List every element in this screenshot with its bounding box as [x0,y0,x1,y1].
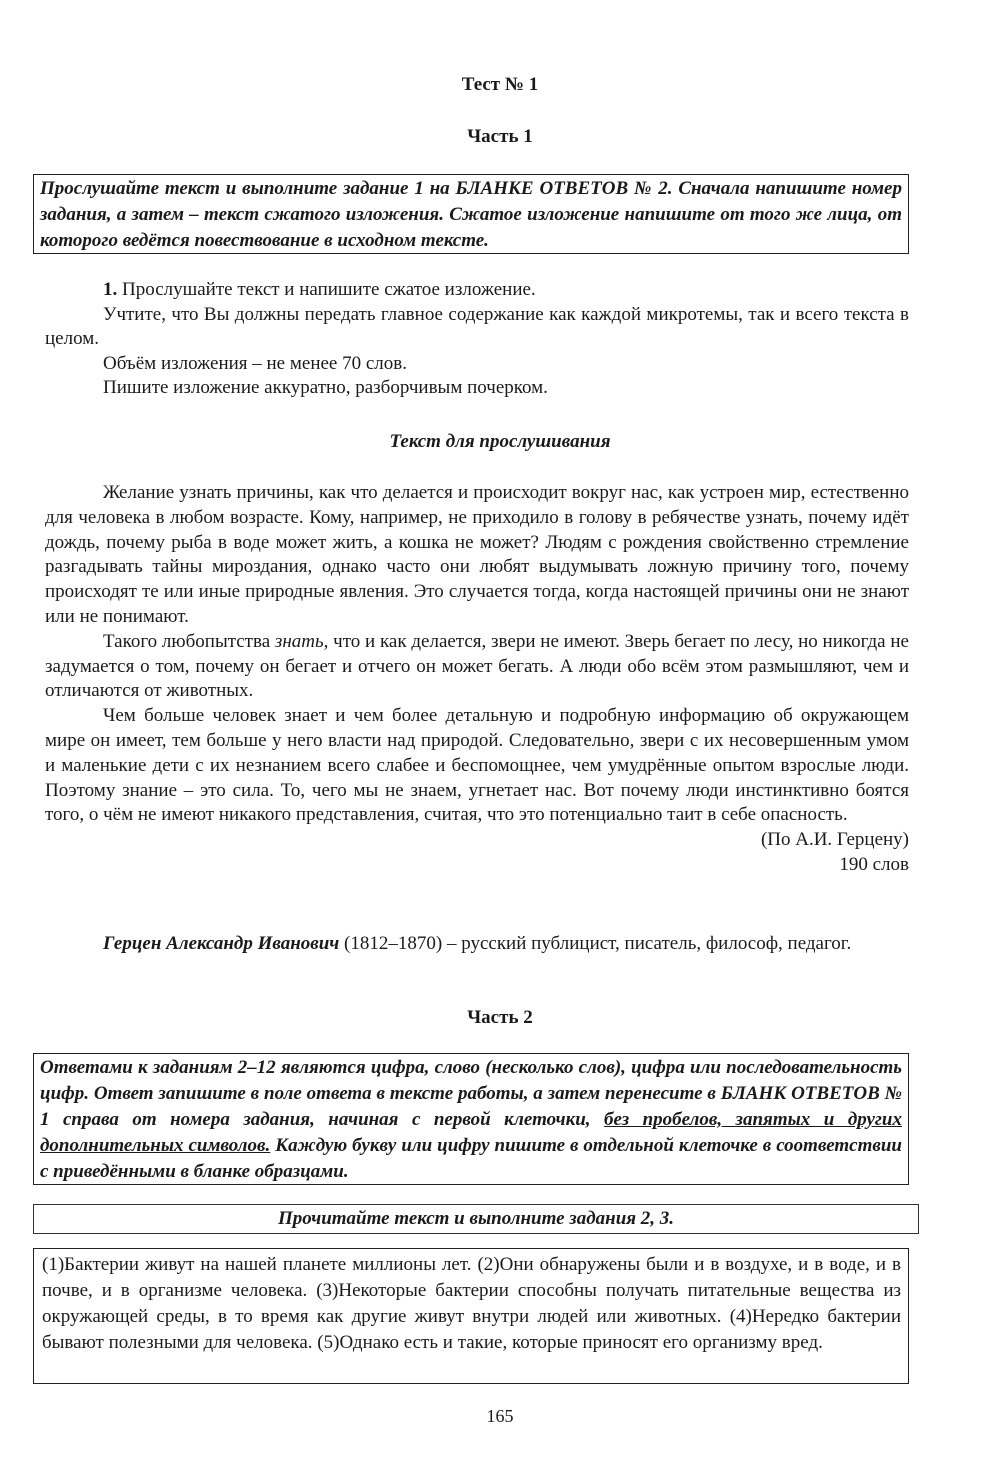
paragraph-3: Чем больше человек знает и чем более детальную и подробную информацию об окружающем мире он имеет, тем больше у него власти над природой. Следовательно, звери с их несовершенным умом и маленькие дети с их незнанием всего слабее и беспомощнее, чем умудрённые опытом взрослые люди. Поэтому знание – это сила. То, чего мы не знаем, угнетает нас. Вот почему люди инстинктивно боятся того, о чём не имеют никакого представления, считая, что это потенциально таит в себе опасность. [45,705,909,826]
paragraph-2: Такого любопытства знать, что и как делается, звери не имеют. Зверь бегает по лесу, но никогда не задумается о том, почему он бегает и отчего он может бегать. А люди обо всём этом размышляют, чем и отличаются от животных. [45,630,909,702]
author-name: Герцен Александр Иванович [103,933,340,954]
author-details: (1812–1870) – русский публицист, писатель, философ, педагог. [339,933,852,954]
task1-line3: Объём изложения – не менее 70 слов. [103,352,407,374]
listening-text [45,481,909,878]
word-count: 190 слов [839,853,909,875]
instruction-box-part2: Ответами к заданиям 2–12 являются цифра, слово (несколько слов), цифра или последовательность цифр. Ответ запишите в поле ответа в тексте работы, а затем перенесите в БЛАНК ОТВЕТОВ № 1 справа от номера задания, начиная с первой клеточки, без пробелов, запятых и других дополнительных символов. Каждую букву или цифру пишите в отдельной клеточке в соответствии с приведёнными в бланке образцами. [33,1053,909,1185]
bacteria-text: (1)Бактерии живут на нашей планете миллионы лет. (2)Они обнаружены были и в воздухе, и в воде, и в почве, и в организме человека. (3)Некоторые бактерии способны получать питательные вещества из окружающей среды, в то время как другие живут внутри людей или животных. (4)Нередко бактерии бывают полезными для человека. (5)Однако есть и такие, которые приносят его организму вред. [42,1254,901,1353]
part2-title: Часть 2 [467,1007,533,1028]
author-info [45,932,909,957]
text-source: (По А.И. Герцену) [760,829,909,851]
instruction-text: Прослушайте текст и выполните задание 1 на БЛАНКЕ ОТВЕТОВ № 2. Сначала напишите номер задания, а затем – текст сжатого изложения. Сжатое изложение напишите от того же лица, от которого ведётся повествование в исходном тексте. [40,178,902,251]
page-number: 165 [486,1406,514,1426]
task1-line2: Учтите, что Вы должны передать главное содержание как каждой микротемы, так и всего текста в целом. [45,303,909,349]
underlined-instruction: без пробелов, запятых и других дополнительных символов. [40,1109,903,1156]
task1-number: 1. [103,279,118,300]
read-task-box: Прочитайте текст и выполните задания 2, 3. [33,1204,919,1234]
test-title: Тест № 1 [461,74,539,95]
instruction-box-part1 [33,174,909,254]
task1-line4: Пишите изложение аккуратно, разборчивым почерком. [103,377,548,398]
task1-line1: 1. Прослушайте текст и напишите сжатое изложение. [103,279,536,300]
paragraph-1: Желание узнать причины, как что делается и происходит вокруг нас, как устроен мир, естественно для человека в любом возрасте. Кому, например, не приходило в голову в ребячестве узнать, почему идёт дождь, почему рыба в воде может жить, а кошка не может? Людям с рождения свойственно стремление разгадывать тайны мироздания, однако часто они любят выдумывать ложную причину того, почему происходят те или иные природные явления. Это случается тогда, когда настоящей причины они не знают или не понимают. [45,482,909,627]
listening-title: Текст для прослушивания [389,431,611,452]
task1-block [45,278,909,401]
part1-title: Часть 1 [467,126,533,147]
bacteria-text-box [33,1248,909,1384]
